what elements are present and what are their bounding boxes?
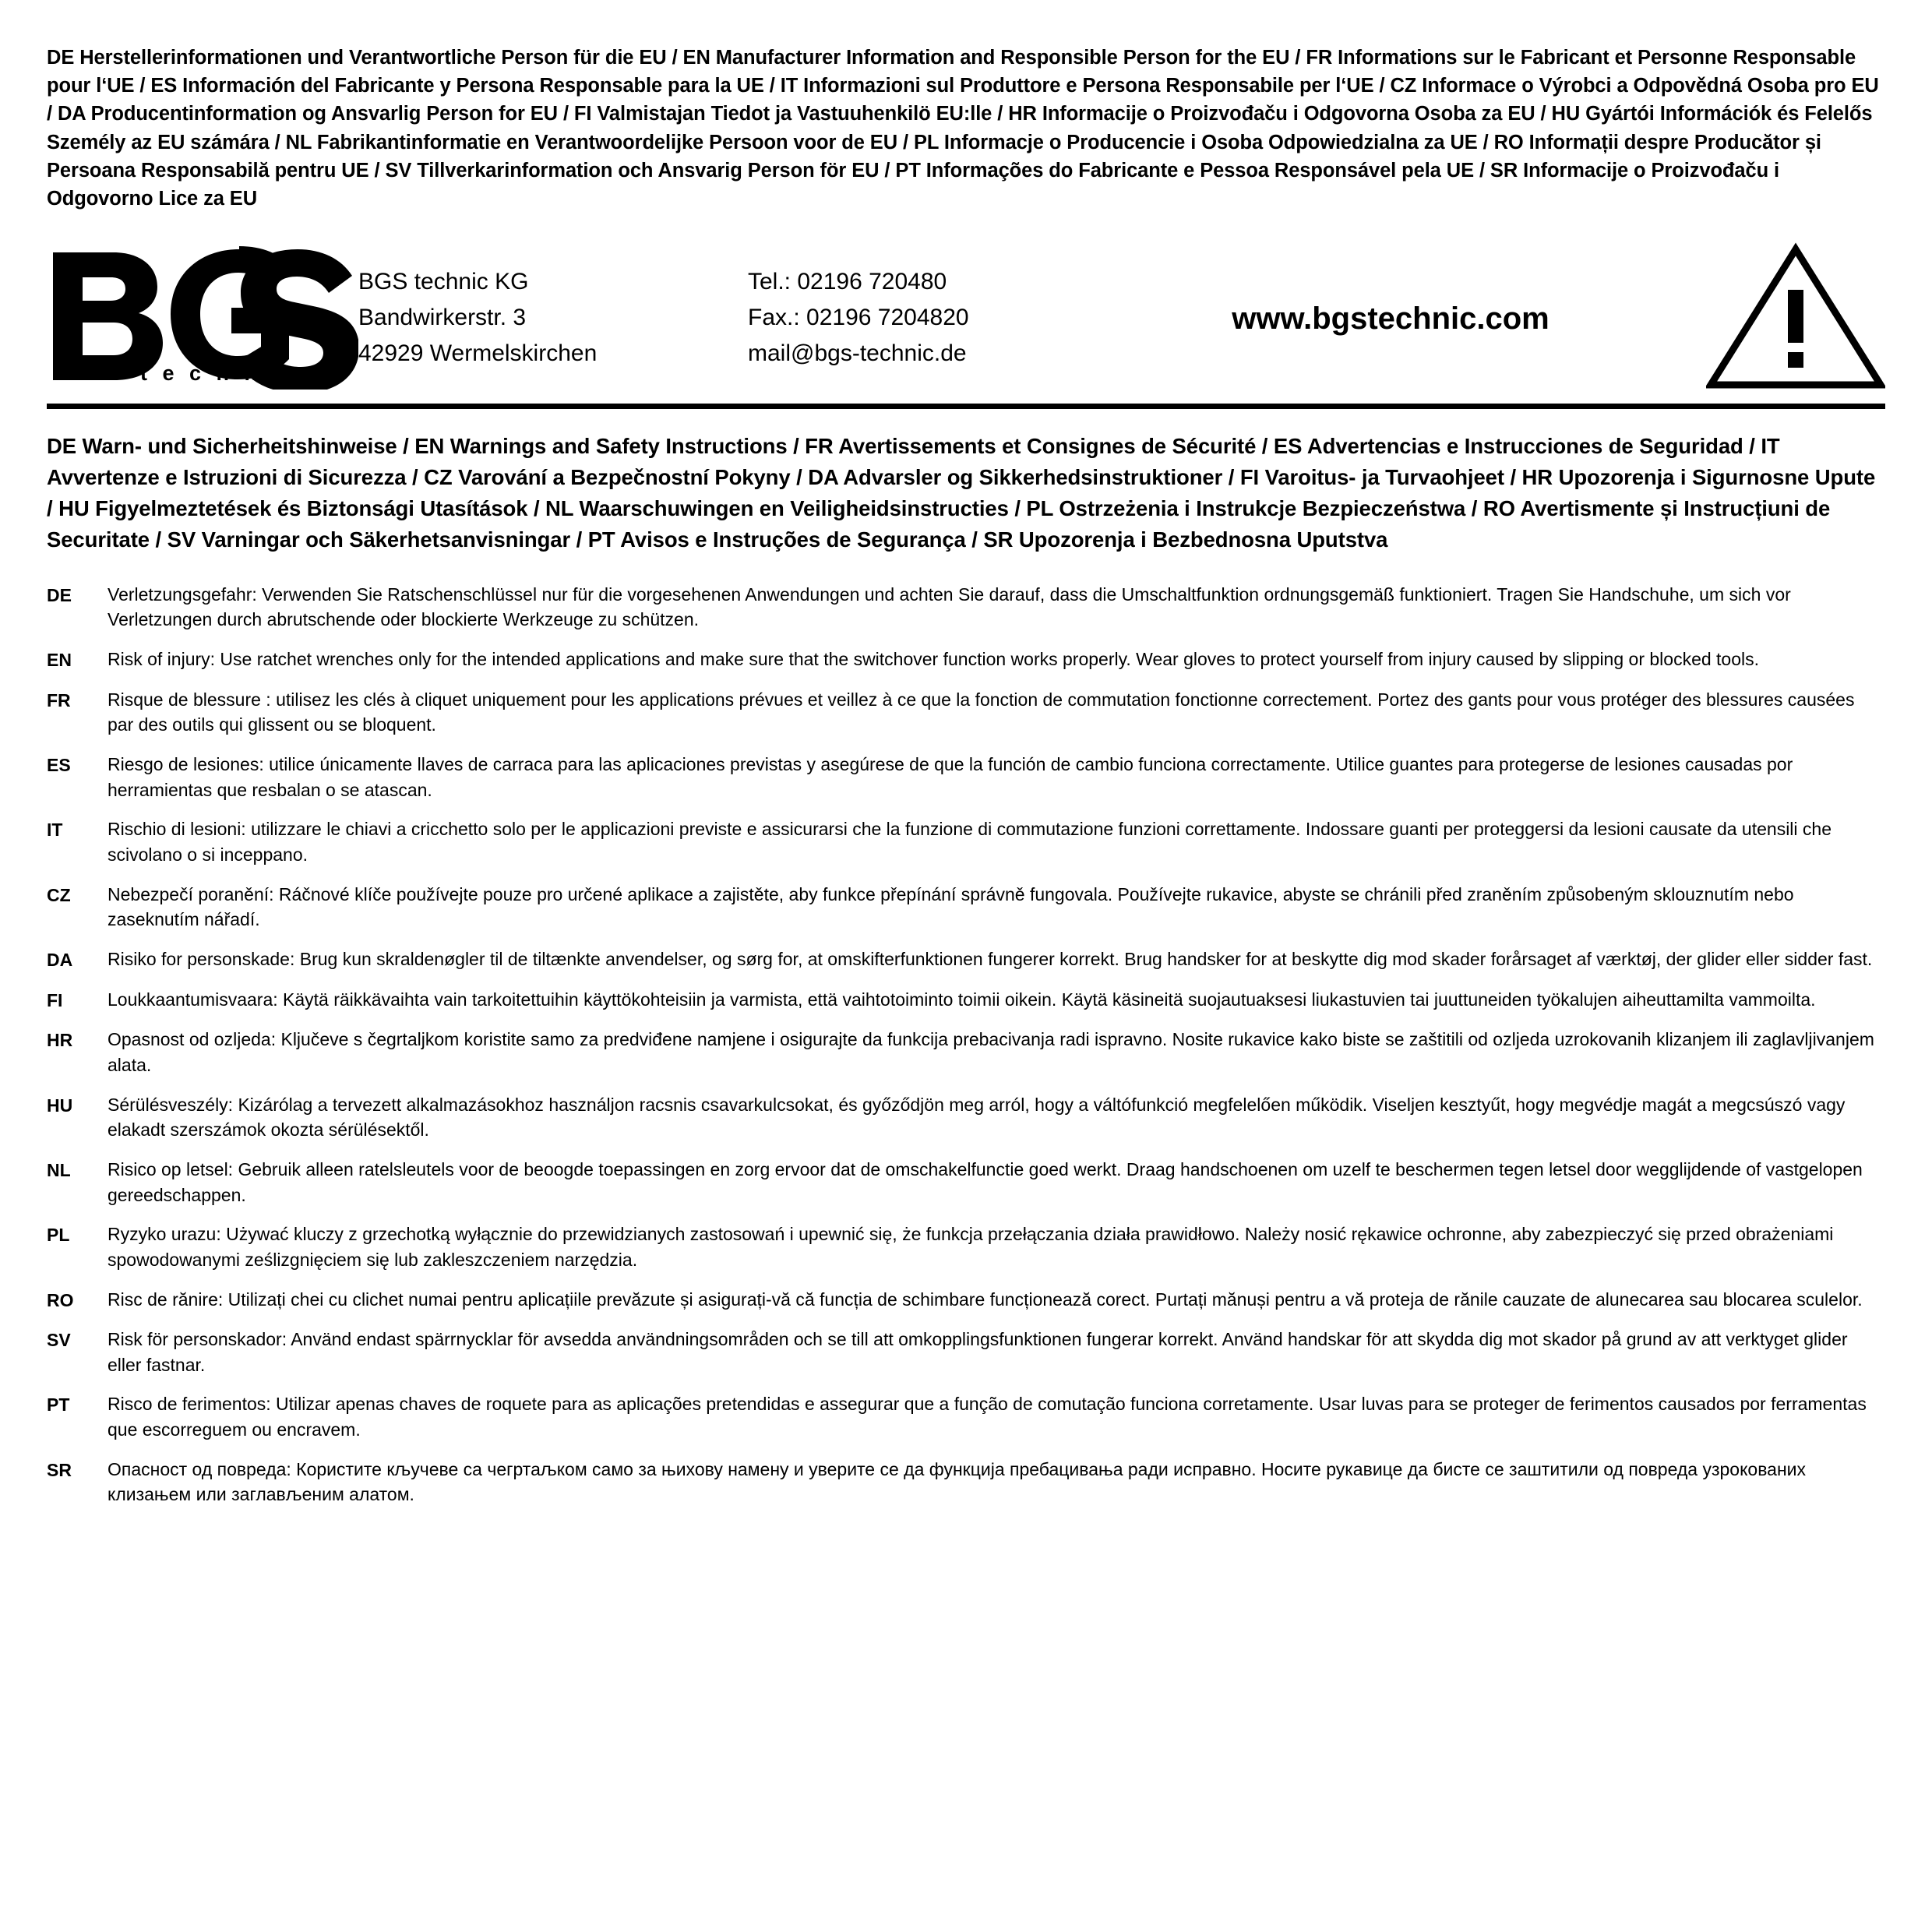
list-item [47,1457,1885,1507]
list-item [47,947,1885,973]
list-item [47,1222,1885,1272]
address-line-3: 42929 Wermelskirchen [358,340,598,366]
language-code: RO [47,1289,74,1310]
instruction-text: Verletzungsgefahr: Verwenden Sie Ratschenschlüssel nur für die vorgesehenen Anwendungen und achten Sie darauf, dass die Umschaltfunktion ordnungsgemäß funktioniert. Tragen Sie Handschuhe, um sich vor Verletzungen durch abrutschende oder blockierte Werkzeuge zu schützen. [108,583,1791,630]
language-code: HR [47,1030,73,1051]
instruction-text: Risco de ferimentos: Utilizar apenas chaves de roquete para as aplicações pretendidas e assegurar que a função de comutação funciona corretamente. Usar luvas para se proteger de ferimentos causados por ferramentas que escorreguem ou encravem. [108,1394,1867,1440]
language-code: PT [47,1394,70,1416]
instruction-text: Risque de blessure : utilisez les clés à cliquet uniquement pour les applications prévues et veillez à ce que la fonction de commutation fonctionne correctement. Portez des gants pour vous protéger des blessures causées par des outils qui glissent ou se bloquent. [108,689,1855,735]
language-code: DE [47,584,72,605]
language-code: IT [47,820,63,841]
language-code: CZ [47,884,71,905]
list-item [47,1287,1885,1313]
warning-triangle-icon [1698,242,1885,390]
bgs-logo [47,242,358,390]
language-code: FI [47,989,63,1010]
language-code: PL [47,1225,70,1246]
instruction-text: Opasnost od ozljeda: Ključeve s čegrtaljkom koristite samo za predviđene namjene i osigurajte da funkcija prebacivanja radi ispravno. Nosite rukavice kako biste se zaštitili od ozljeda uzrokovanih klizanjem ili zaglavljivanjem alata. [108,1029,1874,1075]
instruction-text: Опасност од повреда: Користите кључеве са чегртаљком само за њихову намену и уверите се да функција пребацивања ради исправно. Носите рукавице да бисте се заштитили од повреда узрокованих клизањем или заглављеним алатом. [108,1458,1807,1505]
list-item [47,1092,1885,1143]
language-code: HU [47,1095,73,1116]
list-item [47,1157,1885,1208]
instruction-text: Sérülésveszély: Kizárólag a tervezett alkalmazásokhoz használjon racsnis csavarkulcsokat, és győződjön meg arról, hogy a váltófunkció megfelelően működik. Viseljen kesztyűt, hogy megvédje magát a megcsúszó vagy elakadt szerszámok okozta sérülésektől. [108,1094,1846,1141]
list-item [47,647,1885,673]
company-address [358,259,748,371]
instruction-text: Risc de rănire: Utilizați chei cu clichet numai pentru aplicațiile prevăzute și asigurați-vă că funcția de schimbare funcționează corect. Purtați mănuși pentru a vă proteja de rănile cauzate de alunecarea sau blocarea sculelor. [108,1289,1863,1310]
language-code: ES [47,755,71,775]
address-line-1: BGS technic KG [358,269,529,295]
instruction-text: Risico op letsel: Gebruik alleen ratelsleutels voor de beoogde toepassingen en zorg ervoor dat de omschakelfunctie goed werkt. Draag handschoenen om uzelf te beschermen tegen letsel door wegglijdende of vastgelopen gereedschappen. [108,1158,1863,1205]
contact-email: mail@bgs-technic.de [748,340,967,366]
language-code: NL [47,1159,71,1180]
instruction-text: Risiko for personskade: Brug kun skraldenøgler til de tiltænkte anvendelser, og sørg for, at omskifterfunktionen fungerer korrekt. Brug handsker for at beskytte dig mod skader forårsaget af værktøj, der glider eller sidder fast. [108,948,1873,969]
list-item [47,687,1885,738]
list-item [47,752,1885,802]
language-code: EN [47,650,72,671]
company-contact [748,259,1114,371]
company-website: www.bgstechnic.com [1232,301,1549,337]
list-item [47,1027,1885,1077]
list-item [47,882,1885,933]
address-line-2: Bandwirkerstr. 3 [358,304,527,330]
warnings-heading: DE Warn- und Sicherheitshinweise / EN Warnings and Safety Instructions / FR Avertissements et Consignes de Sécurité / ES Advertencias e Instrucciones de Seguridad / IT Avvertenze e Istruzioni di Sicurezza / CZ Varování a Bezpečnostní Pokyny / DA Advarsler og Sikkerhedsinstruktioner / FI Varoitus- ja Turvaohjeet / HR Upozorenja i Sigurnosne Upute / HU Figyelmeztetések és Biztonsági Utasítások / NL Waarschuwingen en Veiligheidsinstructies / PL Ostrzeżenia i Instrukcje Bezpieczeństwa / RO Avertismente și Instrucțiuni de Securitate / SV Varningar och Säkerhetsanvisningar / PT Avisos e Instruções de Segurança / SR Upozorenja i Bezbednosna Uputstva [47,434,1876,552]
list-item [47,987,1885,1014]
instruction-text: Risk of injury: Use ratchet wrenches only for the intended applications and make sure that the switchover function works properly. Wear gloves to protect yourself from injury caused by slipping or blocked tools. [108,649,1760,670]
instruction-text: Loukkaantumisvaara: Käytä räikkävaihta vain tarkoitettuihin käyttökohteisiin ja varmista, että vaihtotoiminto toimii oikein. Käytä käsineitä suojautuaksesi liukastuvien tai juuttuneiden työkalujen aiheuttamilta vammoilta. [108,989,1816,1010]
instructions-list [47,582,1885,1507]
language-code: SV [47,1330,71,1351]
instruction-text: Ryzyko urazu: Używać kluczy z grzechotką wyłącznie do przewidzianych zastosowań i upewnić się, że funkcja przełączania działa prawidłowo. Należy nosić rękawice ochronne, aby zabezpieczyć się przed obrażeniami spowodowanymi ześlizgnięciem się lub zakleszczeniem narzędzia. [108,1224,1834,1270]
instruction-text: Rischio di lesioni: utilizzare le chiavi a cricchetto solo per le applicazioni previste e assicurarsi che la funzione di commutazione funzioni correttamente. Indossare guanti per proteggersi da lesioni causate da utensili che scivolano o si inceppano. [108,819,1832,865]
contact-fax: Fax.: 02196 7204820 [748,304,969,330]
manufacturer-info-heading: DE Herstellerinformationen und Verantwortliche Person für die EU / EN Manufacturer Information and Responsible Person for the EU / FR Informations sur le Fabricant et Personne Responsable pour l‘UE / ES Información del Fabricante y Persona Responsable para la UE / IT Informazioni sul Produttore e Persona Responsabile per l‘UE / CZ Informace o Výrobci a Odpovědná Osoba pro EU / DA Producentinformation og Ansvarlig Person for EU / FI Valmistajan Tiedot ja Vastuuhenkilö EU:lle / HR Informacije o Proizvođaču i Odgovorna Osoba za EU / HU Gyártói Információk és Felelős Személy az EU számára / NL Fabrikantinformatie en Verantwoordelijke Persoon voor de EU / PL Informacje o Producencie i Osoba Odpowiedzialna za UE / RO Informații despre Producător și Persoana Responsabilă pentru UE / SV Tillverkarinformation och Ansvarig Person för EU / PT Informações do Fabricante e Pessoa Responsável pela UE / SR Informacije o Proizvođaču i Odgovorno Lice za EU [47,47,1879,210]
list-item [47,816,1885,867]
instruction-text: Riesgo de lesiones: utilice únicamente llaves de carraca para las aplicaciones previstas y asegúrese de que la función de cambio funciona correctamente. Utilice guantes para protegerse de lesiones causadas por herramientas que resbalan o se atascan. [108,754,1793,800]
svg-text:®: ® [321,252,337,276]
list-item [47,1327,1885,1377]
list-item [47,1391,1885,1442]
svg-text:t e c h n i c: t e c h n i c [140,361,310,385]
contact-phone: Tel.: 02196 720480 [748,269,947,295]
instruction-text: Risk för personskador: Använd endast spärrnycklar för avsedda användningsområden och se till att omkopplingsfunktionen fungerar korrekt. Använd handskar för att skydda dig mot skador på grund av att verktyget glider eller fastnar. [108,1329,1848,1375]
header-divider [47,404,1885,409]
language-code: FR [47,689,71,710]
list-item [47,582,1885,633]
language-code: SR [47,1459,72,1480]
language-code: DA [47,949,73,970]
company-info-block [47,231,1885,399]
instruction-text: Nebezpečí poranění: Ráčnové klíče používejte pouze pro určené aplikace a zajistěte, aby funkce přepínání správně fungovala. Používejte rukavice, abyste se chránili před zraněním způsobeným sklouznutím nebo zaseknutím nářadí. [108,883,1794,930]
